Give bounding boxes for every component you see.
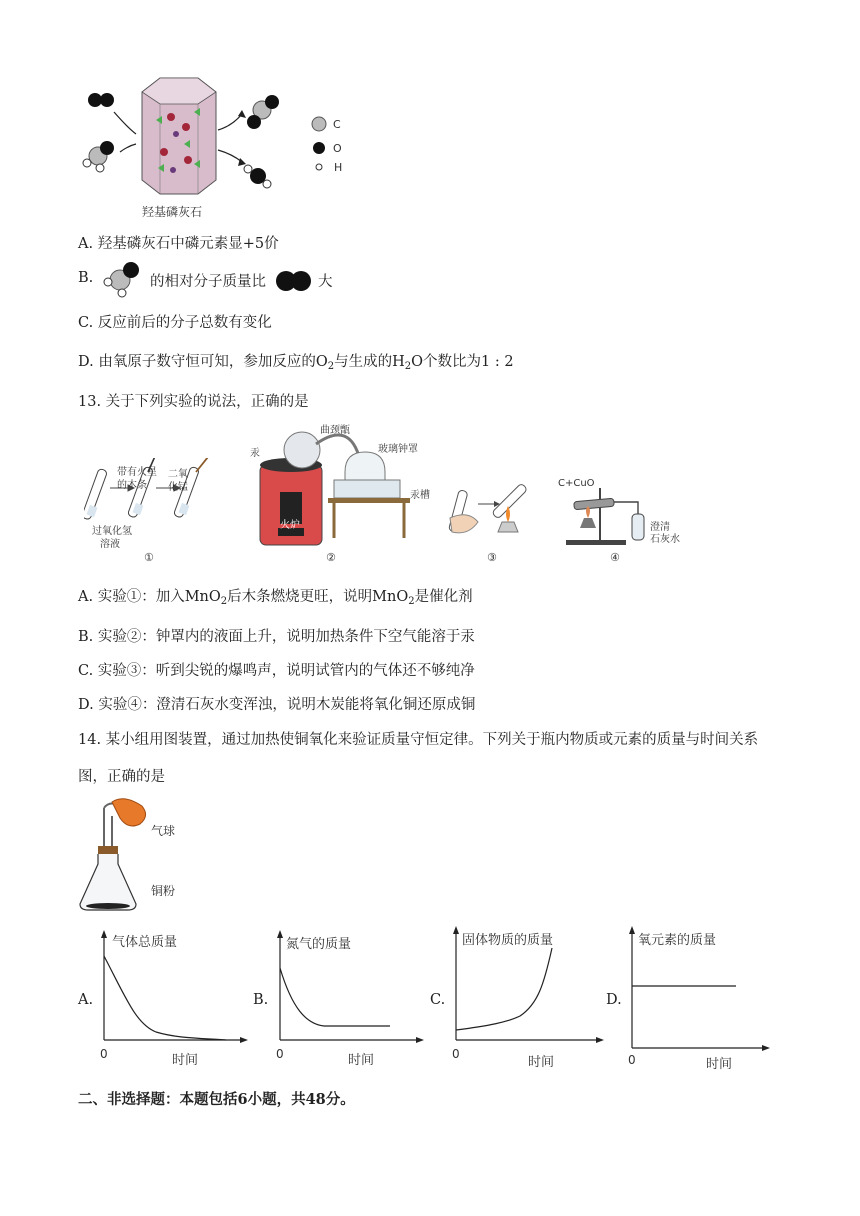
graph-b-origin: 0 [276,1047,284,1061]
graph-a-xlabel: 时间 [172,1053,199,1068]
graph-c-origin: 0 [452,1047,460,1061]
exp1-label-mno2-2: 化锰 [168,482,188,493]
graph-b-letter: B. [253,992,269,1008]
graph-b [272,928,432,1070]
q13-option-a [78,585,473,607]
exp2-label-retort: 曲颈甑 [320,425,350,436]
exp1-number: ① [144,551,154,564]
crystal-caption: 羟基磷灰石 [142,205,203,219]
q12-option-d-sub2: 2 [404,361,412,372]
exp2-number: ② [326,551,336,564]
exp2-label-furnace: 火炉 [280,520,300,531]
graph-d-letter: D. [606,992,622,1008]
label-balloon: 气球 [151,824,176,838]
graph-c-ylabel: 固体物质的质量 [462,933,554,948]
legend-h: H [334,161,343,174]
exp1-label-splint1: 带有火星 [117,467,157,478]
q12-option-d-part3: O个数比为1 : 2 [411,354,514,370]
reaction-diagram [76,72,366,222]
exp2-label-bell: 玻璃钟罩 [378,444,418,455]
graph-d [624,924,784,1070]
q12-option-b-mid: 的相对分子质量比 [150,274,266,290]
q14-stem-line2: 图，正确的是 [78,769,165,785]
q12-option-b-end: 大 [318,274,333,290]
exp4-label-lime1: 澄清 [650,522,670,533]
exp1-label-mno2-1: 二氧 [168,469,188,480]
q13-option-b: B. 实验②：钟罩内的液面上升，说明加热条件下空气能溶于汞 [78,629,475,645]
q13-option-c: C. 实验③：听到尖锐的爆鸣声，说明试管内的气体还不够纯净 [78,663,475,679]
experiment-3-figure [448,470,548,540]
q12-option-b [78,270,93,286]
exp4-label-reagent: C+CuO [558,478,595,489]
section-2-heading: 二、非选择题：本题包括6小题，共48分。 [78,1091,355,1108]
q12-option-b-letter: B. [78,270,94,286]
exp4-number: ④ [610,551,620,564]
graph-b-ylabel: 氮气的质量 [286,937,352,952]
exp2-label-mercury: 汞 [250,448,260,459]
exp3-number: ③ [487,551,497,564]
q13-option-a-part1: A. 实验①：加入MnO [78,589,221,605]
q12-option-d-sub1: 2 [327,361,335,372]
q13-option-d: D. 实验④：澄清石灰水变浑浊，说明木炭能将氧化铜还原成铜 [78,697,476,713]
graph-d-origin: 0 [628,1053,636,1067]
q12-option-d-part2: 与生成的H [334,354,405,370]
graph-a [96,928,256,1070]
graph-a-ylabel: 气体总质量 [112,935,178,950]
graph-a-origin: 0 [100,1047,108,1061]
label-copper-powder: 铜粉 [151,884,176,898]
exp1-label-h2o2-2: 溶液 [100,539,120,550]
graph-c-letter: C. [430,992,446,1008]
legend-c: C [333,118,341,131]
molecule-o2-icon [274,270,314,292]
q12-option-c: C. 反应前后的分子总数有变化 [78,315,272,331]
graph-c [448,924,618,1070]
q13-stem: 13. 关于下列实验的说法，正确的是 [78,394,309,410]
exp4-label-lime2: 石灰水 [650,534,680,545]
graph-c-xlabel: 时间 [528,1055,555,1070]
exp1-label-splint2: 的木条 [117,480,147,491]
q12-option-a: A. 羟基磷灰石中磷元素显+5价 [78,236,279,252]
graph-d-xlabel: 时间 [706,1057,733,1070]
q13-option-a-sub2: 2 [408,596,415,607]
q13-option-a-part3: 是催化剂 [414,589,473,605]
q14-stem-line1: 14. 某小组用图装置，通过加热使铜氧化来验证质量守恒定律。下列关于瓶内物质或元素的质量与时间关系 [78,732,759,748]
exp2-label-trough: 汞槽 [410,490,430,501]
graph-d-ylabel: 氧元素的质量 [638,933,717,948]
q13-option-a-part2: 后木条燃烧更旺，说明MnO [227,589,409,605]
graph-a-letter: A. [78,992,94,1008]
q13-option-a-sub1: 2 [220,596,228,607]
legend-o: O [333,142,342,155]
q12-option-d-part1: D. 由氧原子数守恒可知，参加反应的O [78,354,328,370]
exp1-label-h2o2-1: 过氧化氢 [92,526,132,537]
graph-b-xlabel: 时间 [348,1053,375,1068]
molecule-ch2o-icon [100,258,146,298]
q12-option-d [78,350,514,372]
